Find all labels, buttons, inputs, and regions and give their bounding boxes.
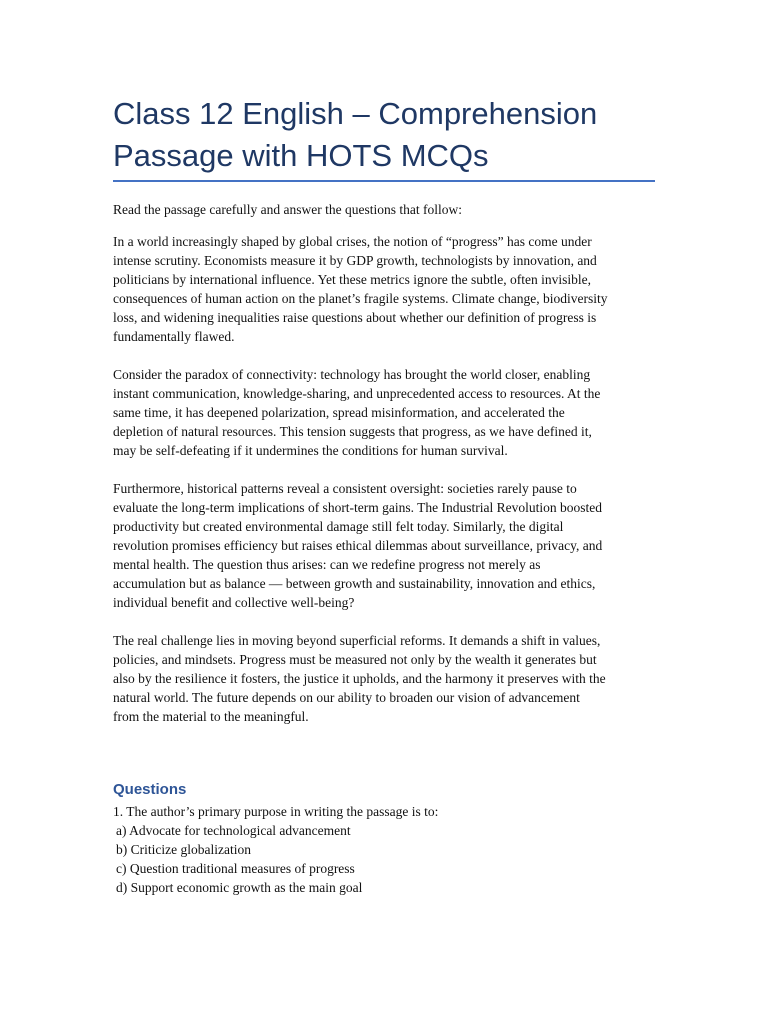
title-underline-rule — [113, 180, 655, 182]
question-1 — [113, 802, 658, 897]
passage-paragraph-4: The real challenge lies in moving beyond superficial reforms. It demands a shift in values, policies, and mindsets. Progress must be measured not only by the wealth it generates but also by the resilience it fosters, the justice it upholds, and the harmony it preserves with the natural world. The future depends on our ability to broaden our vision of advancement from the material to the meaningful. — [113, 633, 606, 724]
question-1-text: 1. The author’s primary purpose in writing the passage is to: — [113, 804, 439, 819]
passage-paragraph-2: Consider the paradox of connectivity: technology has brought the world closer, enabling instant communication, knowledge-sharing, and unprecedented access to resources. At the same time, it has deepened polarization, spread misinformation, and accelerated the depletion of natural resources. This tension suggests that progress, as we have defined it, may be self-defeating if it undermines the conditions for human survival. — [113, 367, 601, 458]
question-1-option-d: d) Support economic growth as the main goal — [116, 880, 363, 895]
instruction-text: Read the passage carefully and answer the questions that follow: — [113, 202, 463, 217]
document-title: Class 12 English – Comprehension Passage with HOTS MCQs — [113, 96, 598, 173]
passage-paragraph-1: In a world increasingly shaped by global crises, the notion of “progress” has come under intense scrutiny. Economists measure it by GDP growth, technologists by innovation, and politicians by international influence. Yet these metrics ignore the subtle, often invisible, consequences of human action on the planet’s fragile systems. Climate change, biodiversity loss, and widening inequalities raise questions about whether our definition of progress is fundamentally flawed. — [113, 234, 608, 344]
question-1-option-a: a) Advocate for technological advancement — [116, 823, 351, 838]
questions-heading: Questions — [113, 781, 187, 798]
question-1-option-c: c) Question traditional measures of progress — [116, 861, 355, 876]
passage-paragraph-3: Furthermore, historical patterns reveal a consistent oversight: societies rarely pause to evaluate the long-term implications of short-term gains. The Industrial Revolution boosted productivity but created environmental damage still felt today. Similarly, the digital revolution promises efficiency but raises ethical dilemmas about surveillance, privacy, and mental health. The question thus arises: can we redefine progress not merely as accumulation but as balance — between growth and sustainability, innovation and ethics, individual benefit and collective well-being? — [113, 481, 603, 610]
question-1-option-b: b) Criticize globalization — [116, 842, 251, 857]
passage — [113, 232, 658, 745]
